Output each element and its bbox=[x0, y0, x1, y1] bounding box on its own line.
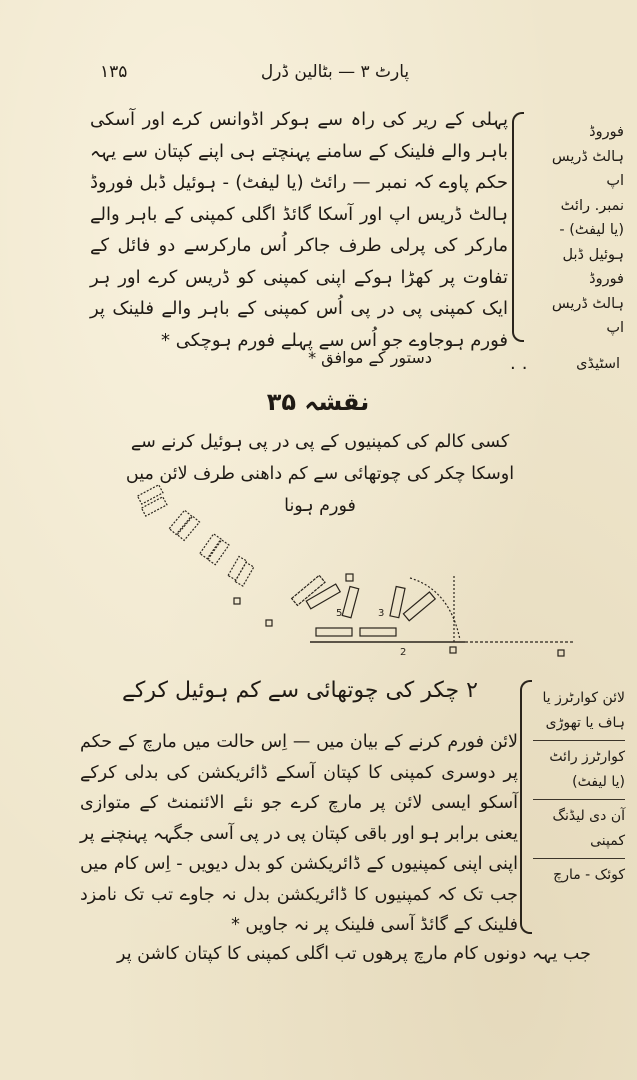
bottom-paragraph: لائن فورم کرنے کے بیان میں — اِس حالت میں مارچ کے حکم پر دوسری کمپنی کا کپتان آسکے ڈائریکشن کی بدلی کرکے آسکو ایسی لائن پر مارچ کرے جو نئے الائنمنٹ کے متوازی یعنی برابر ہو اور باقی کپتان پی در پی آسی جگہہ پہنچنے پر اپنی اپنی کمپنیوں کے ڈائریکشن کو بدل دیویں - اِس کام میں جب تک کہ کمپنیوں کا ڈائریکشن بدل نہ جاوے تب تک نامزد فلینک کے گائڈ آسی فلینک پر نہ جاویں * bbox=[80, 732, 518, 935]
marker bbox=[450, 647, 456, 653]
margin-note: اپ bbox=[606, 173, 624, 189]
wheel-arc bbox=[410, 578, 460, 640]
margin-note: فوروڈ bbox=[589, 271, 624, 287]
marker bbox=[266, 620, 272, 626]
margin-notes-top bbox=[528, 120, 624, 341]
margin-note: نمبر. رائٹ bbox=[560, 197, 624, 214]
marker bbox=[346, 574, 353, 581]
margin-dots: .. bbox=[510, 353, 534, 374]
page-number: ۱۳۵ bbox=[100, 62, 128, 82]
diagram-label-3: 3 bbox=[378, 608, 385, 619]
marker bbox=[558, 650, 564, 656]
margin-note: (یا لیفٹ) - bbox=[559, 222, 624, 238]
section-caption: کسی کالم کی کمپنیوں کے پی در پی ہوئیل کرنے سے اوسکا چکر کی چوتھائی سے کم داھنی طرف لائن میں فورم ہونا bbox=[125, 432, 515, 516]
company-column-2 bbox=[169, 510, 199, 540]
margin-note: کوئک - مارچ bbox=[553, 867, 625, 883]
running-head: پارٹ ۳ — بٹالین ڈرل bbox=[260, 62, 410, 82]
margin-note: ہوئیل ڈبل bbox=[562, 246, 624, 263]
margin-note: ہالٹ ڈریس bbox=[551, 295, 624, 312]
margin-notes-bottom bbox=[533, 686, 625, 896]
margin-note: کوارٹرز رائٹ (یا لیفٹ) bbox=[533, 745, 625, 800]
closing-line: دستور کے موافق * bbox=[308, 348, 432, 367]
wheeling-companies bbox=[292, 575, 436, 636]
margin-bracket-top bbox=[512, 112, 524, 342]
margin-note-steady: اسٹیڈی bbox=[576, 356, 620, 372]
diagram-label-5: 5 bbox=[336, 608, 343, 619]
margin-note: اپ bbox=[606, 320, 624, 336]
marker bbox=[234, 598, 240, 604]
drill-diagram bbox=[120, 480, 580, 680]
last-line: جب یہہ دونوں کام مارچ پرھوں تب اگلی کمپنی کا کپتان کاشن پر bbox=[117, 944, 591, 964]
section-title: نقشہ ۳۵ bbox=[266, 388, 370, 416]
margin-bracket-bottom bbox=[520, 680, 532, 934]
margin-note: لائن کوارٹرز یا ہاف یا تھوڑی bbox=[533, 686, 625, 741]
company-column-4 bbox=[228, 556, 254, 586]
diagram-label-2: 2 bbox=[400, 647, 407, 658]
top-paragraph-block bbox=[90, 104, 508, 356]
margin-note: آن دی لیڈنگ کمپنی bbox=[533, 804, 625, 859]
top-paragraph: پہلی کے ریر کی راہ سے ہوکر اڈوانس کرے اور آسکی باہر والے فلینک کے سامنے پہنچتے ہی اپنے کپتان سے یہہ حکم پاوے کہ نمبر — رائٹ (یا لیفٹ) - ہوئیل ڈبل فوروڈ ہالٹ ڈریس اپ اور آسکا گائڈ اگلی کمپنی کے باہر والے مارکر کی پرلی طرف جاکر اُس مارکرسے دو فائل کے تفاوت پر کھڑا ہوکے اپنی کمپنی کو ڈریس کرے اور ہر ایک کمپنی پی در پی اُس کمپنی کے باہر والے فلینک پر فورم ہوجاوے جو اُس سے پہلے فورم ہوچکی * bbox=[90, 109, 508, 351]
margin-note: ہالٹ ڈریس bbox=[551, 148, 624, 165]
company-column-1 bbox=[138, 485, 167, 516]
company-column-3 bbox=[200, 534, 229, 565]
bottom-paragraph-block bbox=[80, 727, 518, 941]
subheading: ۲ چکر کی چوتھائی سے کم ہوئیل کرکے bbox=[122, 678, 478, 703]
margin-note: فوروڈ bbox=[589, 124, 624, 140]
